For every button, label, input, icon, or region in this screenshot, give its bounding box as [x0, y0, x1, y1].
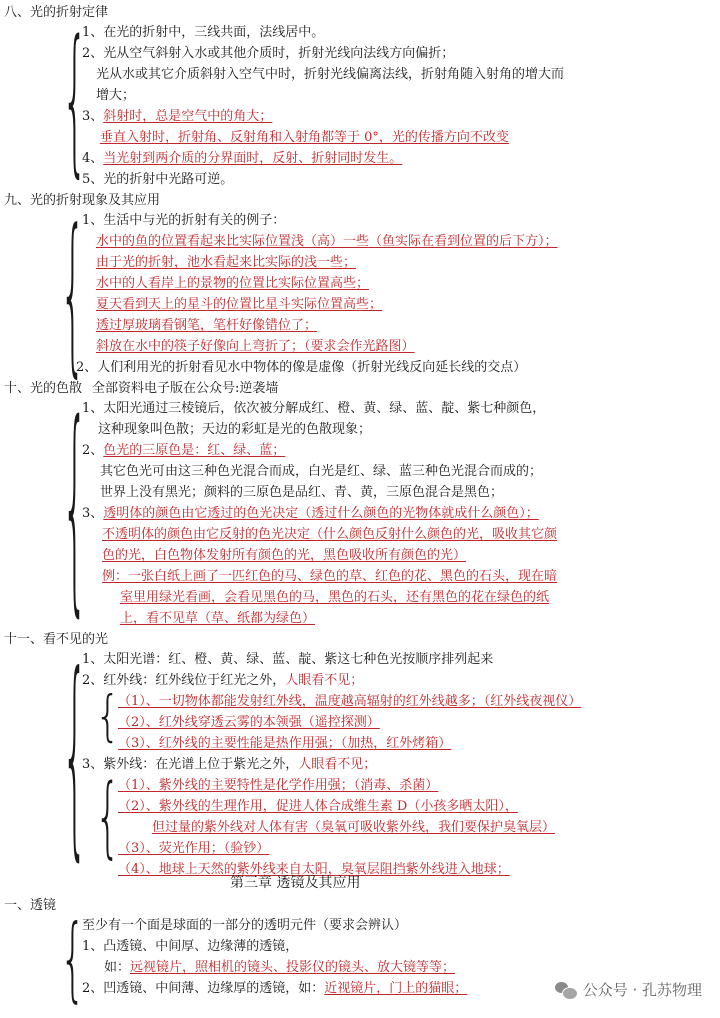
chapter-title: 第三章 透镜及其应用	[230, 875, 361, 891]
sec9-title: 九、光的折射现象及其应用	[4, 193, 161, 208]
sec8-p4-num: 4、	[82, 151, 104, 166]
sec8-p4: 当光射到两介质的分界面时，反射、折射同时发生。	[103, 151, 403, 166]
brace: {	[60, 197, 86, 395]
sec9-example-1: 水中的鱼的位置看起来比实际位置浅（高）一些（鱼实际在看到位置的后下方）；	[96, 234, 558, 249]
sec10-p2c: 世界上没有黑光；颜料的三原色是品红、青、黄，三原色混合是黑色；	[100, 485, 504, 500]
uv-item-1: （1）、紫外线的主要特性是化学作用强；（消毒、杀菌）	[118, 778, 439, 793]
wechat-icon	[555, 981, 577, 999]
brace: {	[62, 633, 88, 883]
brace: {	[95, 685, 121, 749]
watermark	[555, 979, 702, 1000]
sec9-p2: 2、人们利用光的折射看见水中物体的像是虚像（折射光线反向延长线的交点）	[76, 360, 527, 375]
sec10-title: 十、光的色散	[4, 381, 83, 396]
sec8-title: 八、光的折射定律	[4, 5, 109, 20]
sec10-p3c: 色的光，白色物体发射所有颜色的光，黑色吸收所有颜色的光）	[102, 548, 467, 563]
sec8-p3a: 斜射时，总是空气中的角大；	[103, 109, 273, 124]
sec10-p3-num: 3、	[82, 506, 104, 521]
brace: {	[60, 907, 86, 1013]
lens-p1-red: 远视镜片，照相机的镜头、投影仪的镜头、放大镜等等；	[130, 960, 456, 975]
sec9-p1: 1、生活中与光的折射有关的例子：	[82, 213, 286, 228]
watermark-text: 公众号 · 孔苏物理	[582, 981, 702, 999]
lens-p2: 2、凹透镜、中间薄、边缘厚的透镜，如：	[82, 981, 325, 996]
sec11-p3: 3、紫外线：在光谱上位于紫光之外，	[82, 757, 299, 772]
sec10-p2-num: 2、	[82, 443, 104, 458]
brace: {	[95, 767, 121, 869]
sec10-p1b: 这种现象叫色散；天边的彩虹是光的色散现象；	[98, 422, 372, 437]
lens-p2-red: 近视镜片，门上的猫眼；	[324, 981, 468, 996]
sec8-p2c: 增大；	[96, 88, 136, 103]
sec8-p3-num: 3、	[82, 109, 104, 124]
uv-item-2b: 但过量的紫外线对人体有害（臭氧可吸收紫外线，我们要保护臭氧层）	[152, 820, 556, 835]
sec9-example-4: 夏天看到天上的星斗的位置比星斗实际位置高些；	[96, 297, 383, 312]
uv-item-3: （3）、荧光作用；（验钞）	[118, 841, 270, 856]
sec10-p2b: 其它色光可由这三种色光混合而成，白光是红、绿、蓝三种色光混合而成的；	[100, 464, 543, 479]
sec11-p2-red: 人眼看不见；	[285, 673, 364, 688]
sec9-example-2: 由于光的折射，池水看起来比实际的浅一些；	[96, 255, 357, 270]
uv-item-4: （4）、地球上天然的紫外线来自太阳，臭氧层阻挡紫外线进入地球；	[118, 862, 510, 877]
sec8-p2a: 2、光从空气斜射入水或其他介质时，折射光线向法线方向偏折；	[82, 46, 455, 61]
sec8-p3b: 垂直入射时，折射角、反射角和入射角都等于 0°，光的传播方向不改变	[100, 130, 509, 145]
sec9-example-3: 水中的人看岸上的景物的位置比实际位置高些；	[96, 276, 370, 291]
lens-p1: 1、凸透镜、中间厚、边缘薄的透镜，	[82, 939, 299, 954]
lens-title: 一、透镜	[4, 898, 57, 913]
sec10-p2: 色光的三原色是：红、绿、蓝；	[103, 443, 286, 458]
ir-item-2: （2）、红外线穿透云雾的本领强（遥控探测）	[118, 715, 380, 730]
sec10-example-3: 上，看不见草（草、纸都为绿色）	[120, 611, 316, 626]
sec11-title: 十一、看不见的光	[4, 632, 109, 647]
sec10-example-2: 室里用绿光看画，会看见黑色的马，黑色的石头，还有黑色的花在绿色的纸	[120, 590, 550, 605]
sec11-p1: 1、太阳光谱：红、橙、黄、绿、蓝、靛、紫这七种色光按顺序排列起来	[82, 652, 494, 667]
lens-p1b: 如：	[104, 960, 131, 975]
sec10-p1a: 1、太阳光通过三棱镜后，依次被分解成红、橙、黄、绿、蓝、靛、紫七种颜色，	[82, 401, 546, 416]
sec11-p3-red: 人眼看不见；	[298, 757, 377, 772]
sec10-p3b: 不透明体的颜色由它反射的色光决定（什么颜色反射什么颜色的光，吸收其它颜	[102, 527, 558, 542]
uv-item-2: （2）、紫外线的生理作用，促进人体合成维生素 D（小孩多晒太阳），	[118, 799, 518, 814]
sec10-note: 全部资料电子版在公众号:逆袭墙	[92, 381, 279, 396]
sec9-example-6: 斜放在水中的筷子好像向上弯折了；（要求会作光路图）	[96, 339, 415, 354]
sec8-p5: 5、光的折射中光路可逆。	[82, 172, 234, 187]
brace: {	[62, 10, 88, 194]
sec8-p1: 1、在光的折射中，三线共面，法线居中。	[82, 25, 325, 40]
sec10-p3a: 透明体的颜色由它透过的色光决定（透过什么颜色的光物体就成什么颜色）；	[103, 506, 539, 521]
sec11-p2: 2、红外线：红外线位于红光之外，	[82, 673, 286, 688]
brace: {	[62, 381, 88, 639]
lens-def: 至少有一个面是球面的一部分的透明元件（要求会辨认）	[82, 918, 408, 933]
ir-item-1: （1）、一切物体都能发射红外线，温度越高辐射的红外线越多；（红外线夜视仪）	[118, 694, 582, 709]
sec9-example-5: 透过厚玻璃看钢笔，笔杆好像错位了；	[96, 318, 318, 333]
ir-item-3: （3）、红外线的主要性能是热作用强；（加热，红外烤箱）	[118, 736, 452, 751]
sec10-example-1: 例：一张白纸上画了一匹红色的马、绿色的草、红色的花、黑色的石头，现在暗	[102, 569, 558, 584]
sec8-p2b: 光从水或其它介质斜射入空气中时，折射光线偏离法线，折射角随入射角的增大而	[96, 67, 565, 82]
